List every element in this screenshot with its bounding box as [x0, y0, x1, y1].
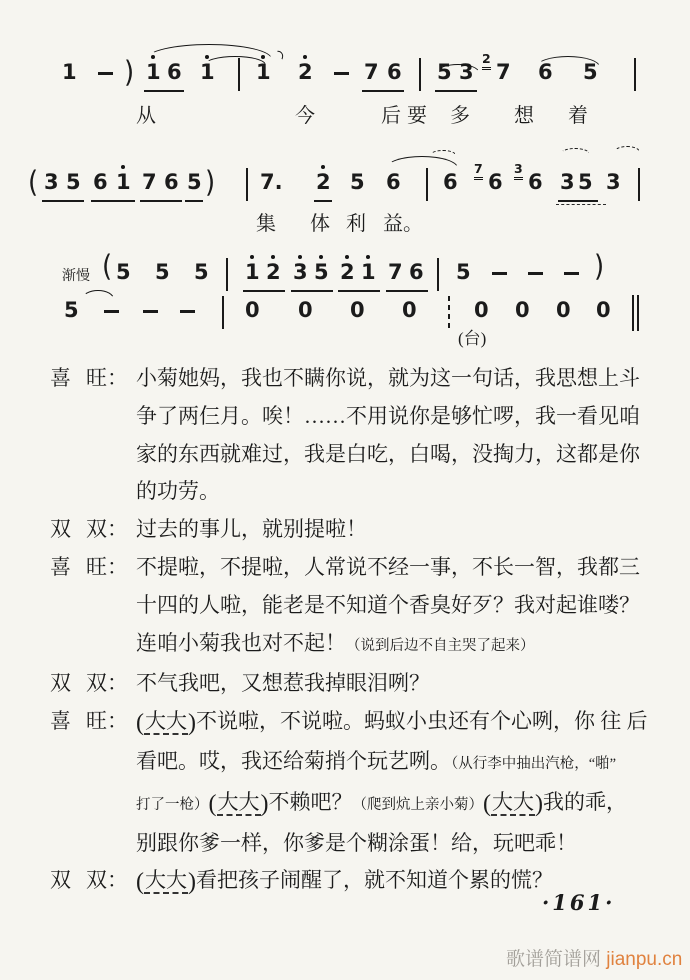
- note-digit: 3: [293, 260, 308, 284]
- note-digit: 5: [437, 60, 452, 84]
- speaker-char: 旺：: [86, 709, 128, 734]
- stage-direction: 打了一枪）: [136, 796, 209, 813]
- slur-arc: [536, 56, 600, 67]
- note-digit: 5: [187, 170, 202, 194]
- note-digit: 0: [474, 298, 489, 322]
- speech-segment: 别跟你爹一样，你爹是个糊涂蛋！给，玩吧乖！: [136, 830, 577, 855]
- page-number: ·161·: [542, 890, 616, 915]
- speech-segment: 小菊她妈，我也不瞒你说，就为这一句话，我思想上斗: [136, 366, 640, 390]
- beam-underline: [338, 290, 380, 292]
- note-digit: 2: [298, 60, 313, 84]
- stage-direction: （从行李中抽出汽枪，“啪”: [451, 755, 617, 772]
- slur-arc: [271, 48, 286, 64]
- note-dash: [492, 272, 507, 275]
- dialogue-paragraph: [50, 360, 664, 511]
- note-digit: 3: [560, 170, 575, 194]
- barline: [419, 58, 421, 91]
- speech-line: [136, 665, 664, 703]
- dada-paren-close: ): [260, 790, 269, 817]
- watermark-site-url: jianpu.cn: [606, 949, 683, 970]
- speech-line: [136, 784, 664, 825]
- note-digit: 2: [340, 260, 355, 284]
- note-digit: 7: [142, 170, 157, 194]
- speaker-char: 喜: [50, 709, 71, 734]
- barline: [638, 168, 640, 201]
- dada-paren-close: ): [535, 790, 543, 817]
- speaker-name: [50, 511, 136, 549]
- speech-line: [136, 549, 664, 587]
- speech-segment: 家的东西就难过，我是白吃，白喝，没掏力，这都是你: [136, 441, 640, 466]
- beam-underline: [291, 290, 333, 292]
- grace-note: 7: [474, 163, 483, 180]
- beam-underline: [386, 290, 428, 292]
- dada-paren-open: (: [136, 710, 144, 737]
- slur-arc: [82, 290, 114, 299]
- note-digit: 0: [350, 298, 365, 322]
- beam-underline: [185, 200, 203, 202]
- note-digit: 6: [443, 170, 458, 194]
- speaker-char: 旺：: [86, 366, 128, 390]
- dada-text: 大大: [145, 868, 187, 893]
- speech-line: [136, 473, 664, 511]
- stage-direction: （爬到炕上亲小菊）: [352, 796, 483, 813]
- speaker-char: 双: [50, 671, 71, 696]
- dialogue-section: [50, 360, 664, 902]
- note-digit: 5: [314, 260, 329, 284]
- barline: [222, 296, 224, 329]
- slur-arc: [386, 156, 458, 168]
- beam-underline: [314, 200, 332, 202]
- speech-line: [136, 436, 664, 474]
- slur-arc: [560, 148, 590, 154]
- music-paren: ): [205, 166, 216, 200]
- note-digit: 1: [62, 60, 77, 84]
- watermark: [506, 944, 682, 971]
- beam-underline: [243, 290, 285, 292]
- note-digit: 1: [116, 170, 131, 194]
- speech-segment: 过去的事儿，就别提啦！: [136, 517, 367, 542]
- speech-segment: 不说啦，不说啦。蚂蚁小虫还有个心咧，你 往 后: [196, 709, 648, 734]
- speaker-name: [50, 862, 136, 902]
- speech-segment: 十四的人啦，能老是不知道个香臭好歹？我对起谁喽？: [136, 592, 640, 617]
- speaker-char: 双: [50, 868, 71, 893]
- note-digit: 5: [456, 260, 471, 284]
- dada-paren-open: (: [483, 790, 491, 817]
- dada-text: 大大: [145, 709, 187, 734]
- dada-paren-open: (: [208, 790, 217, 817]
- final-double-barline: [632, 295, 634, 331]
- note-digit: 0: [298, 298, 313, 322]
- note-digit: 0: [515, 298, 530, 322]
- dialogue-paragraph: [50, 703, 664, 862]
- lyric-character: 想: [514, 105, 534, 127]
- beam-underline: [144, 90, 184, 92]
- note-dash: [180, 310, 195, 313]
- speech-segment: 看把孩子闹醒了，就不知道个累的慌？: [196, 868, 553, 893]
- speaker-name: [50, 549, 136, 665]
- music-paren: (: [28, 166, 39, 200]
- note-digit: 6: [386, 170, 401, 194]
- note-digit: 3: [459, 60, 474, 84]
- beam-underline: [556, 204, 606, 205]
- beam-underline: [362, 90, 404, 92]
- note-digit: 5: [583, 60, 598, 84]
- note-digit: 5: [350, 170, 365, 194]
- speech-segment: 连咱小菊我也对不起！: [136, 630, 346, 655]
- speech-segment: 不气我吧，又想惹我掉眼泪咧？: [136, 671, 430, 696]
- note-digit: 6: [164, 170, 179, 194]
- lyric-character: 体: [310, 213, 330, 235]
- speaker-char: 喜: [50, 554, 71, 579]
- note-digit: 1: [146, 60, 161, 84]
- speech-text: [136, 549, 664, 665]
- grace-note: 3: [514, 163, 523, 180]
- note-digit: 1: [200, 60, 215, 84]
- note-digit: 5: [194, 260, 209, 284]
- speech-segment: 的功劳。: [136, 479, 220, 504]
- speech-segment: 我的乖，: [543, 789, 627, 814]
- speaker-char: 双：: [86, 671, 128, 696]
- barline: [426, 168, 428, 201]
- dada-paren-open: (: [136, 869, 144, 896]
- note-digit: 2: [266, 260, 281, 284]
- stage-cue-dada: [136, 868, 196, 896]
- note-digit: 6: [93, 170, 108, 194]
- lyric-character: 要: [407, 105, 427, 127]
- speech-line: [136, 511, 664, 549]
- speaker-name: [50, 360, 136, 511]
- music-paren: ): [124, 56, 135, 90]
- beam-underline: [42, 200, 84, 202]
- note-digit: 0: [596, 298, 611, 322]
- note-dash: [98, 72, 113, 75]
- note-digit: 6: [167, 60, 182, 84]
- lyric-character: 集: [256, 213, 276, 235]
- speaker-char: 双: [50, 517, 71, 542]
- note-digit: 1: [245, 260, 260, 284]
- dialogue-paragraph: [50, 549, 664, 665]
- dada-paren-close: ): [188, 710, 196, 737]
- stage-cue-dada: [136, 709, 196, 737]
- speech-segment: 不赖吧？: [268, 789, 353, 814]
- speech-line: [136, 703, 664, 743]
- dada-text: 大大: [217, 789, 260, 814]
- note-dash: [528, 272, 543, 275]
- grace-note: 2: [482, 53, 491, 70]
- note-digit: 6: [528, 170, 543, 194]
- speech-line: [136, 360, 664, 398]
- beam-underline: [558, 200, 598, 202]
- note-dash: [564, 272, 579, 275]
- note-digit: 1: [361, 260, 376, 284]
- speech-line: [136, 398, 664, 436]
- speech-segment: 争了两仨月。唉！……不用说你是够忙啰，我一看见咱: [136, 403, 640, 428]
- note-dash: [143, 310, 158, 313]
- note-digit: 2: [316, 170, 331, 194]
- music-text-label: (台): [458, 329, 487, 348]
- note-digit: 0: [556, 298, 571, 322]
- music-notation-section: [0, 0, 690, 358]
- speech-line: [136, 825, 664, 863]
- watermark-site-name: 歌谱简谱网: [506, 949, 607, 970]
- note-dash: [104, 310, 119, 313]
- slur-arc: [430, 150, 456, 155]
- note-digit: 6: [387, 60, 402, 84]
- speech-text: [136, 511, 664, 549]
- lyric-character: 着: [568, 105, 588, 127]
- stage-cue-dada: [483, 789, 543, 817]
- music-paren: ): [594, 250, 605, 284]
- note-digit: 7: [496, 60, 511, 84]
- note-digit: 0: [402, 298, 417, 322]
- final-double-barline: [637, 295, 639, 331]
- speech-line: [136, 743, 664, 784]
- lyric-character: 益。: [383, 213, 423, 235]
- speech-segment: 看吧。哎，我还给菊捎个玩艺咧。: [136, 748, 451, 773]
- note-digit: 3: [44, 170, 59, 194]
- lyric-character: 今: [295, 105, 315, 127]
- dialogue-paragraph: [50, 665, 664, 703]
- note-digit: 7: [388, 260, 403, 284]
- dialogue-paragraph: [50, 511, 664, 549]
- note-digit: 7: [364, 60, 379, 84]
- beam-underline: [435, 90, 477, 92]
- stage-direction: （说到后边不自主哭了起来）: [346, 637, 535, 654]
- note-digit: 6: [488, 170, 503, 194]
- note-digit: 5: [116, 260, 131, 284]
- speaker-char: 双：: [86, 868, 128, 893]
- speech-text: [136, 360, 664, 511]
- speaker-name: [50, 665, 136, 703]
- note-digit: 6: [538, 60, 553, 84]
- note-digit: 0: [245, 298, 260, 322]
- speaker-char: 喜: [50, 366, 71, 390]
- barline-dashed: [448, 296, 450, 329]
- barline: [634, 58, 636, 91]
- lyric-character: 多: [450, 105, 470, 127]
- speech-text: [136, 703, 664, 862]
- note-digit: 5: [578, 170, 593, 194]
- speech-segment: 不提啦，不提啦，人常说不经一事，不长一智，我都三: [136, 554, 640, 579]
- lyric-character: 从: [136, 105, 156, 127]
- speaker-name: [50, 703, 136, 862]
- note-digit: 1: [256, 60, 271, 84]
- barline: [246, 168, 248, 201]
- barline: [226, 258, 228, 291]
- music-paren: (: [102, 250, 113, 284]
- speech-text: [136, 665, 664, 703]
- note-digit: 5: [66, 170, 81, 194]
- beam-underline: [91, 200, 135, 202]
- music-text-label: 渐慢: [62, 269, 90, 284]
- note-digit: 7.: [260, 170, 283, 194]
- note-dash: [334, 72, 349, 75]
- dada-text: 大大: [492, 789, 534, 814]
- note-digit: 5: [64, 298, 79, 322]
- barline: [437, 258, 439, 291]
- speech-line: [136, 625, 664, 666]
- speech-line: [136, 587, 664, 625]
- note-digit: 6: [409, 260, 424, 284]
- slur-arc: [614, 146, 640, 152]
- stage-cue-dada: [208, 789, 269, 817]
- speaker-char: 旺：: [86, 554, 128, 579]
- beam-underline: [140, 200, 182, 202]
- note-digit: 5: [155, 260, 170, 284]
- speaker-char: 双：: [86, 517, 128, 542]
- dada-paren-close: ): [188, 869, 196, 896]
- lyric-character: 后: [381, 105, 401, 127]
- lyric-character: 利: [346, 213, 366, 235]
- note-digit: 3: [606, 170, 621, 194]
